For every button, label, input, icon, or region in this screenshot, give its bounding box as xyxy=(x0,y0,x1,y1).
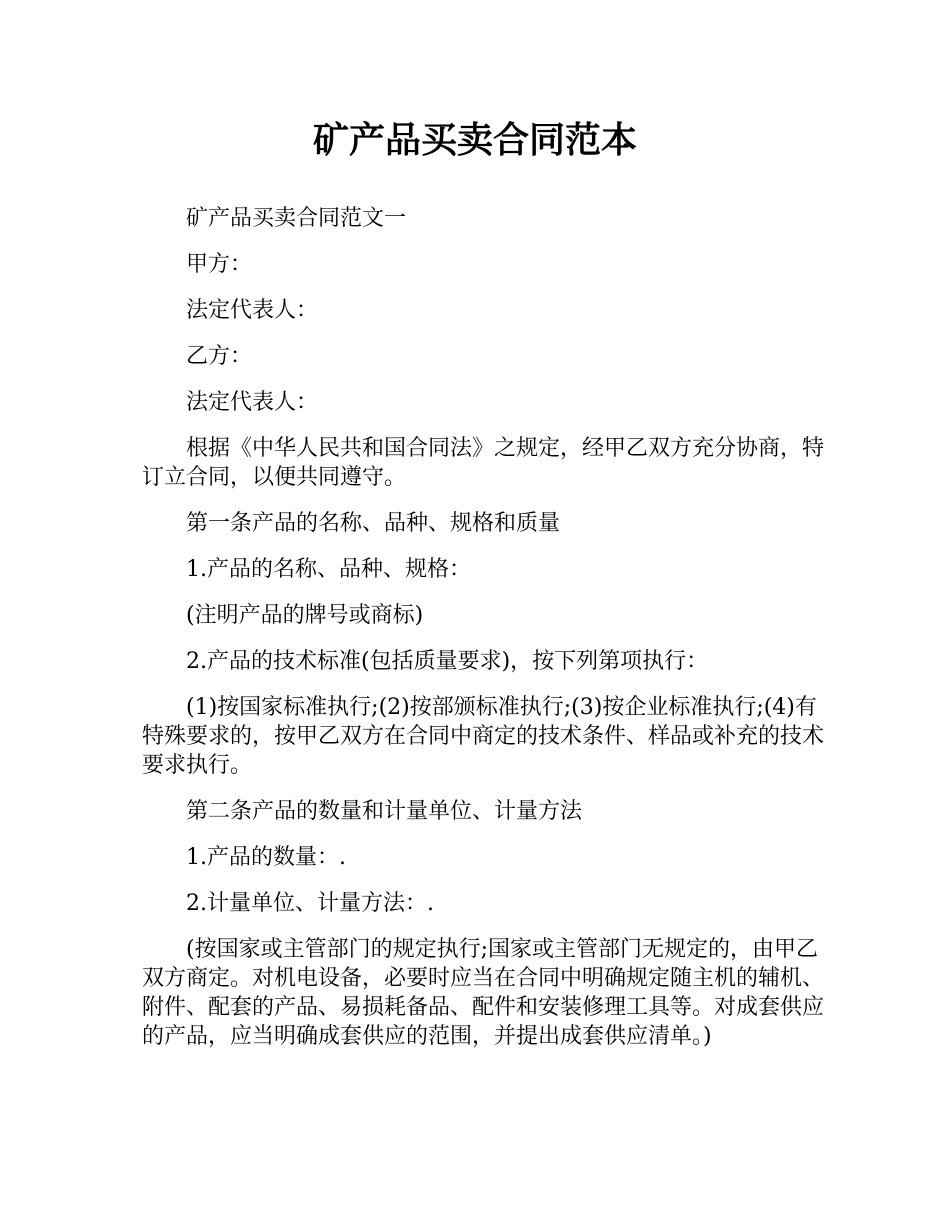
paragraph-party-a-representative: 法定代表人： xyxy=(186,298,319,323)
paragraph-article-1-standards: (1)按国家标准执行;(2)按部颁标准执行;(3)按企业标准执行;(4)有特殊要求的，按甲乙双方在合同中商定的技术条件、样品或补充的技术要求执行。 xyxy=(142,695,825,778)
paragraph-article-2-heading: 第二条产品的数量和计量单位、计量方法 xyxy=(186,799,583,824)
paragraph-party-b-representative: 法定代表人： xyxy=(186,390,319,415)
paragraph-article-2-item-2: 2.计量单位、计量方法：. xyxy=(186,891,434,916)
document-title: 矿产品买卖合同范本 xyxy=(312,120,637,161)
paragraph-subtitle: 矿产品买卖合同范文一 xyxy=(186,206,407,231)
paragraph-preamble: 根据《中华人民共和国合同法》之规定，经甲乙双方充分协商，特订立合同，以便共同遵守。 xyxy=(142,436,825,490)
paragraph-article-2-item-1: 1.产品的数量：. xyxy=(186,845,346,870)
paragraph-article-1-item-2: 2.产品的技术标准(包括质量要求)，按下列第项执行： xyxy=(186,649,709,674)
paragraph-article-1-heading: 第一条产品的名称、品种、规格和质量 xyxy=(186,511,561,536)
paragraph-party-a: 甲方： xyxy=(186,252,253,277)
paragraph-article-2-note: (按国家或主管部门的规定执行;国家或主管部门无规定的，由甲乙双方商定。对机电设备，必要时应当在合同中明确规定随主机的辅机、附件、配套的产品、易损耗备品、配件和安装修理工具等。对成套供应的产品，应当明确成套供应的范围，并提出成套供应清单。) xyxy=(142,937,825,1049)
document-body xyxy=(142,204,832,1068)
paragraph-article-1-note: (注明产品的牌号或商标) xyxy=(186,603,424,628)
paragraph-party-b: 乙方： xyxy=(186,344,253,369)
paragraph-article-1-item-1: 1.产品的名称、品种、规格： xyxy=(186,557,471,582)
